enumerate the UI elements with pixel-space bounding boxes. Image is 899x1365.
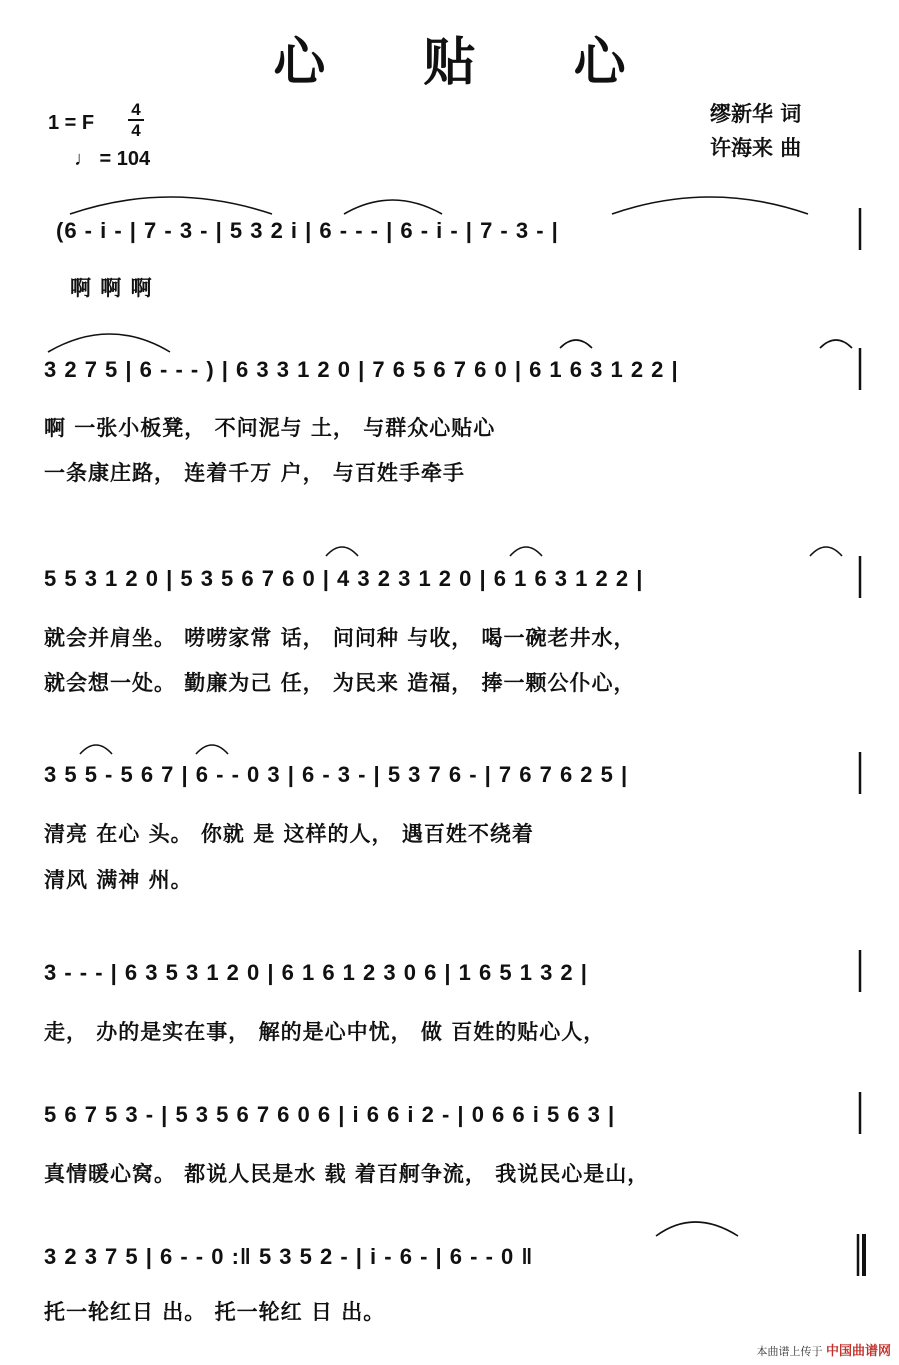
time-signature-bottom: 4 — [128, 119, 144, 140]
slur — [48, 334, 170, 352]
lyrics-row-3-line-2: 就会想一处。 勤廉为己 任， 为民来 造福， 捧一颗公仆心， — [44, 671, 636, 695]
notation-row-6: 5 6 7 5 3 - | 5 3 5 6 7 6 0 6 | i 6 6 i 2 - | 0 6 6 i 5 6 3 | — [44, 1102, 616, 1127]
footer-watermark — [756, 1340, 891, 1359]
song-title: 心 贴 心 — [273, 33, 666, 93]
lyrics-row-4-line-2: 清风 满神 州。 — [44, 868, 193, 892]
lyrics-row-5-line-1: 走， 办的是实在事， 解的是心中忧， 做 百姓的贴心人， — [44, 1020, 606, 1044]
slur — [560, 340, 592, 348]
lyrics-row-2-line-2: 一条康庄路， 连着千万 户， 与百姓手牵手 — [44, 461, 465, 485]
notation-row-2: 3 2 7 5 | 6 - - - ) | 6 3 3 1 2 0 | 7 6 5 6 7 6 0 | 6 1 6 3 1 2 2 | — [44, 357, 679, 382]
footer-prefix: 本曲谱上传于 — [756, 1345, 823, 1358]
notation-row-3: 5 5 3 1 2 0 | 5 3 5 6 7 6 0 | 4 3 2 3 1 2 0 | 6 1 6 3 1 2 2 | — [44, 566, 644, 591]
lyrics-row-3-line-1: 就会并肩坐。 唠唠家常 话， 问问种 与收， 喝一碗老井水， — [44, 626, 636, 650]
composer-credit: 许海来 曲 — [710, 136, 802, 160]
slur — [326, 547, 358, 556]
lyrics-row-7-line-1: 托一轮红日 出。 托一轮红 日 出。 — [44, 1300, 386, 1324]
notation-row-4: 3 5 5 - 5 6 7 | 6 - - 0 3 | 6 - 3 - | 5 3 7 6 - | 7 6 7 6 2 5 | — [44, 762, 629, 787]
slur — [80, 745, 112, 754]
slur — [70, 197, 272, 214]
key-signature: 1 = F — [48, 112, 95, 134]
lyrics-row-1-line-1: 啊 啊 啊 — [70, 276, 153, 300]
time-signature-top: 4 — [131, 100, 141, 119]
lyrics-row-4-line-1: 清亮 在心 头。 你就 是 这样的人， 遇百姓不绕着 — [44, 822, 534, 846]
slur — [810, 547, 842, 556]
lyrics-row-2-line-1: 啊 一张小板凳， 不问泥与 土， 与群众心贴心 — [44, 416, 496, 440]
lyrics-row-6-line-1: 真情暖心窝。 都说人民是水 载 着百舸争流， 我说民心是山， — [44, 1162, 650, 1186]
tempo-marking: ♩ = 104 — [74, 148, 151, 170]
slur — [196, 745, 228, 754]
barlines — [858, 208, 864, 1276]
lyricist-credit: 缪新华 词 — [710, 102, 802, 126]
slur — [612, 197, 808, 214]
site-logo: 中国曲谱网 — [825, 1344, 891, 1359]
notation-row-1: (6 - i - | 7 - 3 - | 5 3 2 i | 6 - - - | 6 - i - | 7 - 3 - | — [56, 218, 559, 243]
notation-row-5: 3 - - - | 6 3 5 3 1 2 0 | 6 1 6 1 2 3 0 6 | 1 6 5 1 3 2 | — [44, 960, 588, 985]
slur — [344, 200, 442, 214]
slur — [820, 340, 852, 348]
slur — [656, 1222, 738, 1236]
slur — [510, 547, 542, 556]
notation-row-7: 3 2 3 7 5 | 6 - - 0 :‖ 5 3 5 2 - | i - 6 - | 6 - - 0 ‖ — [44, 1244, 534, 1269]
